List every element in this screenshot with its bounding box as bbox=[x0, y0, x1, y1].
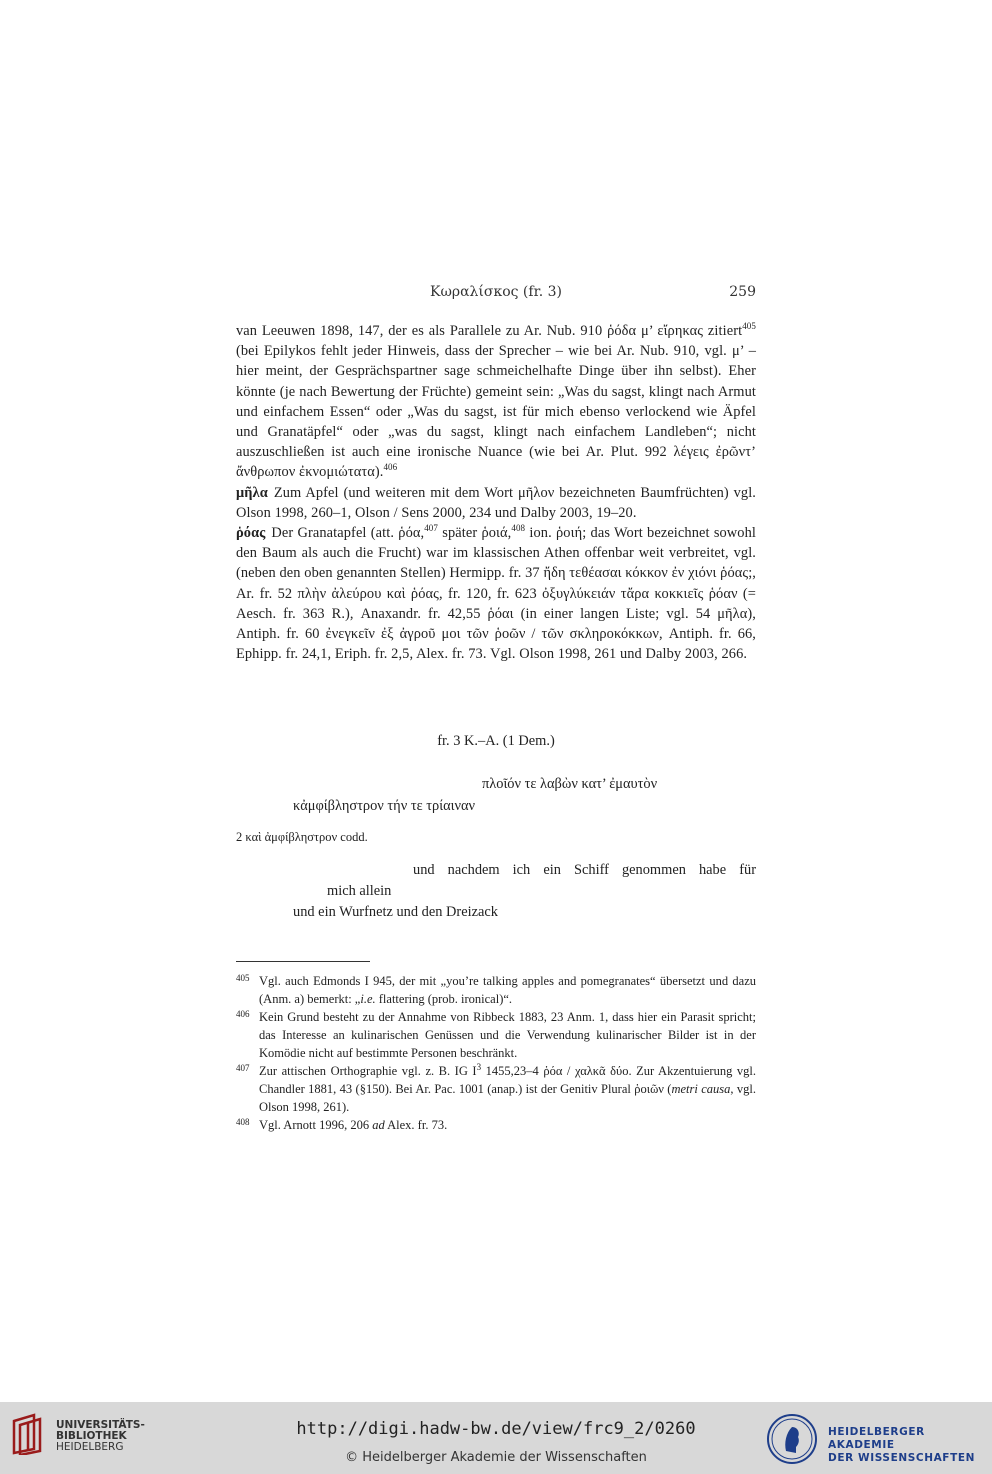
footnote-ref-408[interactable]: 408 bbox=[511, 523, 526, 534]
fragment-title: fr. 3 K.–A. (1 Dem.) bbox=[437, 733, 555, 749]
translation-line-3: und ein Wurfnetz und den Dreizack bbox=[293, 904, 498, 920]
translation-line-1: und nachdem ich ein Schiff genommen habe für bbox=[413, 862, 756, 878]
paragraph-1 bbox=[236, 321, 756, 483]
hadw-line-2: DER WISSENSCHAFTEN bbox=[828, 1452, 976, 1464]
ub-line-2: BIBLIOTHEK bbox=[56, 1430, 127, 1442]
academy-seal-icon[interactable] bbox=[766, 1413, 818, 1465]
footnote-405 bbox=[236, 972, 756, 1008]
copyright-notice: © Heidelberger Akademie der Wissenschaften bbox=[345, 1450, 647, 1465]
footnote-text: Zur attischen Orthographie vgl. z. B. IG I bbox=[259, 1064, 477, 1078]
running-header bbox=[236, 284, 756, 304]
page-number: 259 bbox=[729, 284, 756, 300]
paragraph-1-text-b: (bei Epilykos fehlt jeder Hinweis, dass der Sprecher – wie bei Ar. Nub. 910, vgl. μ’ – hier meint, der Gesprächspartner sage schmeichelhafte Dinge über ihn selbst). Eher könnte (je nach Bewertung der Früchte) gemeint sein: „Was du sagst, klingt nach Armut und einfachem Essen“ oder „Was du sagst, ist für mich ebenso verlockend wie Äpfel und Granatäpfel“ oder „was du sagst, klingt nach einfachem Landleben“; nicht auszuschließen ist auch eine ironische Nuance (wie bei Ar. Plut. 992 λέγεις ἐρῶντ’ ἄνθρωπον ἐκνομιώτατα). bbox=[236, 343, 756, 481]
lemma-rhoas: ῥόας bbox=[236, 525, 266, 542]
academy-name bbox=[828, 1426, 992, 1465]
footnotes bbox=[236, 972, 756, 1134]
verse-line-2: κἀμφίβληστρον τήν τε τρίαιναν bbox=[293, 798, 476, 814]
lemma-mela: μῆλα bbox=[236, 484, 268, 501]
footnote-ref-407[interactable]: 407 bbox=[424, 523, 439, 534]
footnote-number: 405 bbox=[236, 973, 250, 983]
paragraph-3-text-c: ion. ῥοιή; das Wort bezeichnet sowohl den Baum als auch die Frucht) war im klassischen Athen offenbar weit verbreitet, vgl. (neben den oben genannten Stellen) Hermipp. fr. 37 ἤδη τεθέασαι κόκκον ἐν χιόνι ῥόας;, Ar. fr. 52 πλὴν ἀλεύρου καὶ ῥόας, fr. 120, fr. 623 ὀξυγλύκειάν τἄρα κοκκιεῖς ῥόαν (= Aesch. fr. 363 R.), Anaxandr. fr. 42,55 ῥόαι (in einer langen Liste; vgl. 54 μῆλα), Antiph. fr. 60 ἐνεγκεῖν ἐξ ἀγροῦ μοι τῶν ῥοῶν / τῶν σκληροκόκκων, Antiph. fr. 66, Ephipp. fr. 24,1, Eriph. fr. 2,5, Alex. fr. 73. Vgl. Olson 1998, 261 und Dalby 2003, 266. bbox=[236, 525, 756, 663]
footnote-text: 1455,23–4 ῥόα / χαλκᾶ δύο. Zur Akzentuierung vgl. Chandler 1881, 43 (§150). Bei Ar. Pac. 1001 (anap.) ist der Genitiv Plural ῥοιῶν ( bbox=[259, 1064, 756, 1096]
paragraph-2-text: Zum Apfel (und weiteren mit dem Wort μῆλον bezeichneten Baumfrüchten) vgl. Olson 1998, 260–1, Olson / Sens 2000, 234 und Dalby 2003, 19–20. bbox=[236, 484, 756, 521]
footnote-408 bbox=[236, 1116, 756, 1134]
commentary-body bbox=[236, 321, 756, 664]
footnote-text: Kein Grund besteht zu der Annahme von Ribbeck 1883, 23 Anm. 1, dass hier ein Parasit spricht; das Interesse an kulinarischen Genüssen und die Verwendung kulinarischer Bilder ist in der Komödie nicht auf bestimmte Personen beschränkt. bbox=[259, 1010, 756, 1060]
footnote-number: 407 bbox=[236, 1063, 250, 1073]
critical-apparatus: 2 καὶ ἀμφίβληστρον codd. bbox=[236, 830, 368, 844]
viewer-footer bbox=[0, 1402, 992, 1474]
hadw-line-1: HEIDELBERGER AKADEMIE bbox=[828, 1426, 925, 1451]
footnote-number: 406 bbox=[236, 1009, 250, 1019]
permalink-url[interactable]: http://digi.hadw-bw.de/view/frc9_2/0260 bbox=[296, 1419, 696, 1439]
footnote-italic: i.e. bbox=[360, 992, 376, 1006]
paragraph-3-text-a: Der Granatapfel (att. ῥόα, bbox=[271, 525, 425, 542]
footnote-italic: ad bbox=[372, 1118, 385, 1132]
paragraph-3 bbox=[236, 523, 756, 664]
footnote-406 bbox=[236, 1008, 756, 1062]
footnote-superscript: 3 bbox=[476, 1061, 482, 1072]
ub-line-3: HEIDELBERG bbox=[56, 1441, 124, 1453]
footnote-italic: metri causa bbox=[671, 1082, 731, 1096]
translation-line-2: mich allein bbox=[327, 883, 392, 899]
footnote-ref-405[interactable]: 405 bbox=[742, 321, 756, 332]
ub-line-1: UNIVERSITÄTS- bbox=[56, 1419, 145, 1431]
footnote-407 bbox=[236, 1062, 756, 1116]
footnote-text: flattering (prob. ironical)“. bbox=[375, 992, 513, 1006]
footnote-text: Vgl. Arnott 1996, 206 bbox=[259, 1118, 373, 1132]
paragraph-1-text-a: van Leeuwen 1898, 147, der es als Parallele zu Ar. Nub. 910 ῥόδα μ’ εἴρηκας zitiert bbox=[236, 323, 743, 339]
footnote-ref-406[interactable]: 406 bbox=[383, 462, 398, 473]
footnote-text: , vgl. Olson 1998, 261). bbox=[259, 1082, 756, 1114]
footnote-text: Vgl. auch Edmonds I 945, der mit „you’re talking apples and pomegranates“ übersetzt und dazu (Anm. a) bemerkt: „ bbox=[259, 974, 756, 1006]
running-title: Κωραλίσκος (fr. 3) bbox=[429, 284, 562, 300]
footnote-divider bbox=[236, 961, 370, 962]
paragraph-2 bbox=[236, 483, 756, 523]
verse-line-1: πλοῖόν τε λαβὼν κατ’ ἐμαυτὸν bbox=[482, 776, 658, 792]
paragraph-3-text-b: später ῥοιά, bbox=[438, 525, 512, 542]
footnote-text: Alex. fr. 73. bbox=[384, 1118, 448, 1132]
footnote-number: 408 bbox=[236, 1117, 250, 1127]
